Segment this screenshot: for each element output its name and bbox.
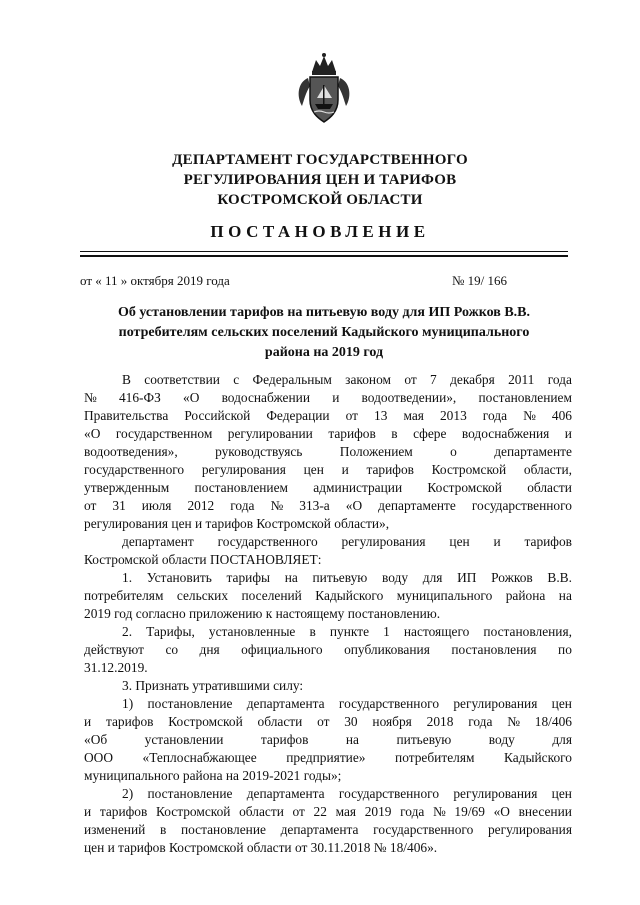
body-word: государственного	[373, 822, 474, 837]
body-word: соответствии	[144, 372, 220, 387]
body-word: области	[239, 804, 284, 819]
body-word: Российской	[184, 408, 251, 423]
body-word: июля	[141, 498, 172, 513]
body-word: для	[552, 732, 572, 747]
body-word: 2013	[439, 408, 467, 423]
body-word: №	[84, 390, 97, 405]
body-word: на	[284, 570, 298, 585]
body-word: 2018	[426, 714, 454, 729]
body-word: тарифов	[105, 714, 154, 729]
subject-line: потребителям сельских поселений Кадыйского муниципального	[118, 325, 530, 340]
body-word: на	[345, 732, 360, 747]
body-word: потребителям	[395, 750, 475, 765]
body-word: №	[507, 714, 520, 729]
body-word: постановления	[451, 642, 537, 657]
body-word: сельских	[176, 588, 229, 603]
body-word: водоотведения»,	[84, 444, 178, 459]
subject-line: района на 2019 год	[264, 345, 384, 360]
body-word: 19/69	[454, 804, 485, 819]
body-word: питьевую	[396, 732, 452, 747]
body-word: Федеральным	[252, 372, 332, 387]
body-word: питьевую	[312, 570, 368, 585]
body-word: Костромской	[427, 480, 502, 495]
body-line	[84, 443, 572, 461]
body-word: ноября	[372, 714, 412, 729]
body-word: 31	[112, 498, 126, 513]
body-line: цен и тарифов Костромской области от 30.11.2018 № 18/406».	[84, 840, 438, 855]
body-word: внесении	[518, 804, 572, 819]
body-word: государственном	[115, 426, 213, 441]
body-word: от	[84, 498, 97, 513]
body-word: воду	[488, 732, 515, 747]
body-word: в	[391, 426, 398, 441]
body-word: ООО	[84, 750, 114, 765]
body-word: Тарифы,	[146, 624, 195, 639]
body-word: тарифов	[328, 426, 376, 441]
body-word: 7	[430, 372, 437, 387]
body-word: области	[257, 714, 303, 729]
department-line: ДЕПАРТАМЕНТ ГОСУДАРСТВЕННОГО	[172, 152, 468, 168]
body-word: департаменте	[378, 498, 456, 513]
body-word: водоснабжения	[461, 426, 550, 441]
body-word: тарифов	[524, 534, 572, 549]
body-word: 416-ФЗ	[118, 390, 161, 405]
body-line	[84, 407, 572, 425]
body-line: Костромской области ПОСТАНОВЛЯЕТ:	[84, 552, 322, 567]
body-word: области,	[523, 462, 572, 477]
body-word: дня	[199, 642, 220, 657]
body-word: и	[332, 390, 340, 405]
body-word: тарифов	[366, 462, 414, 477]
body-word: государственного	[84, 462, 185, 477]
body-word: года	[230, 498, 255, 513]
body-word: с	[233, 372, 240, 387]
body-word: государственного	[338, 786, 440, 801]
body-line: 3. Признать утратившими силу:	[122, 678, 304, 693]
body-line: 31.12.2019.	[84, 660, 148, 675]
body-word: и	[341, 462, 349, 477]
body-word: цен	[551, 786, 572, 801]
body-word: от	[317, 714, 330, 729]
body-word: «Об	[84, 732, 108, 747]
body-line	[84, 803, 572, 821]
body-word: мая	[403, 408, 424, 423]
body-line	[84, 695, 572, 713]
body-line	[84, 641, 572, 659]
body-word: 22	[313, 804, 327, 819]
department-line: РЕГУЛИРОВАНИЯ ЦЕН И ТАРИФОВ	[183, 172, 457, 188]
body-word: области	[527, 480, 572, 495]
department-name	[120, 150, 520, 210]
body-word: регулирования	[487, 822, 572, 837]
body-word: законом	[345, 372, 392, 387]
body-word: тарифов	[99, 804, 148, 819]
title-divider	[80, 251, 568, 257]
body-word: 2019	[364, 804, 392, 819]
body-word: ИП	[457, 570, 477, 585]
body-line	[84, 749, 572, 767]
body-word: от	[345, 408, 358, 423]
body-word: постановлением	[478, 390, 572, 405]
body-word: Кадыйского	[504, 750, 572, 765]
body-word: Положением	[339, 444, 413, 459]
body-word: в	[159, 822, 167, 837]
body-word: пункте	[329, 624, 370, 639]
body-word: года	[482, 408, 508, 423]
body-word: и	[84, 714, 92, 729]
body-word: 2012	[187, 498, 215, 513]
body-word: департамента	[246, 696, 325, 711]
body-word: 2011	[508, 372, 535, 387]
body-word: департамента	[246, 786, 325, 801]
body-word: «Теплоснабжающее	[142, 750, 257, 765]
body-line	[84, 713, 572, 731]
body-word: и	[84, 804, 92, 819]
body-word: цен	[551, 696, 572, 711]
body-word: регулировании	[227, 426, 313, 441]
body-word: 18/406	[534, 714, 572, 729]
body-word: сфере	[413, 426, 447, 441]
body-word: государственного	[338, 696, 440, 711]
body-word: В	[122, 372, 131, 387]
body-word: Костромской	[431, 462, 507, 477]
body-word: о	[450, 444, 457, 459]
body-word: регулирования	[453, 786, 538, 801]
body-word: по	[558, 642, 572, 657]
body-word: года	[468, 714, 493, 729]
body-word: постановления,	[483, 624, 572, 639]
body-word: водоснабжении	[221, 390, 310, 405]
document-number: № 19/ 166	[452, 273, 508, 288]
body-word: официального	[241, 642, 323, 657]
body-line	[84, 731, 572, 749]
body-word: опубликования	[344, 642, 430, 657]
body-word: установлении	[144, 732, 224, 747]
department-line: КОСТРОМСКОЙ ОБЛАСТИ	[217, 192, 423, 208]
body-word: «О	[183, 390, 200, 405]
body-word: декабря	[450, 372, 495, 387]
body-word: №	[270, 498, 284, 513]
body-word: администрации	[313, 480, 403, 495]
document-subject	[96, 303, 552, 363]
body-word: от	[404, 372, 417, 387]
body-line: регулирования цен и тарифов Костромской области»,	[84, 516, 390, 531]
body-word: водоотведении»,	[361, 390, 457, 405]
body-word: тарифы	[226, 570, 271, 585]
document-date: от « 11 » октября 2019 года	[80, 273, 230, 288]
body-line	[84, 785, 572, 803]
body-word: департамента	[280, 822, 359, 837]
document-body	[84, 371, 572, 857]
body-word: потребителям	[84, 588, 164, 603]
body-word: Установить	[146, 570, 212, 585]
body-word: государственного	[471, 498, 572, 513]
body-word: поселений	[241, 588, 302, 603]
body-line	[84, 461, 572, 479]
body-word: постановление	[147, 786, 233, 801]
body-line	[84, 497, 572, 515]
body-word: мая	[335, 804, 357, 819]
coat-of-arms-icon	[294, 52, 354, 124]
body-word: 2)	[122, 786, 134, 801]
body-word: 13	[374, 408, 388, 423]
body-word: Костромской	[155, 804, 231, 819]
body-word: постановлением	[194, 480, 289, 495]
body-line: 2019 год согласно приложению к настоящему постановлению.	[84, 606, 441, 621]
body-word: В.В.	[547, 570, 572, 585]
body-word: постановление	[180, 822, 266, 837]
body-word: департаменте	[494, 444, 572, 459]
document-type: ПОСТАНОВЛЕНИЕ	[210, 222, 430, 241]
body-word: цен	[449, 534, 470, 549]
body-word: муниципального	[396, 588, 493, 603]
body-word: постановление	[147, 696, 233, 711]
body-word: района	[505, 588, 546, 603]
body-word: 1.	[122, 570, 133, 585]
body-word: «О	[493, 804, 510, 819]
body-word: руководствуясь	[215, 444, 303, 459]
body-line: муниципального района на 2019-2021 годы»;	[84, 768, 342, 783]
body-word: воду	[382, 570, 409, 585]
body-word: регулирования	[341, 534, 426, 549]
body-word: регулирования	[201, 462, 286, 477]
body-word: 30	[344, 714, 358, 729]
body-word: цен	[303, 462, 324, 477]
body-line	[84, 569, 572, 587]
body-word: «О	[345, 498, 363, 513]
body-word: регулирования	[453, 696, 538, 711]
body-line	[84, 821, 572, 839]
body-word: Правительства	[84, 408, 169, 423]
body-word: на	[558, 588, 572, 603]
body-word: предприятие»	[286, 750, 366, 765]
body-word: государственного	[217, 534, 318, 549]
body-line	[84, 371, 572, 389]
body-word: Кадыйского	[315, 588, 384, 603]
body-word: настоящего	[403, 624, 470, 639]
body-word: действуют	[84, 642, 144, 657]
body-word: для	[422, 570, 443, 585]
body-word: от	[292, 804, 305, 819]
body-line	[84, 623, 572, 641]
body-line	[84, 389, 572, 407]
body-word: утвержденным	[84, 480, 170, 495]
body-word: Федерации	[266, 408, 330, 423]
body-word: департамент	[122, 534, 194, 549]
body-word: 1	[383, 624, 390, 639]
body-word: 313-а	[299, 498, 330, 513]
body-word: установленные	[208, 624, 296, 639]
body-word: Костромской	[168, 714, 243, 729]
body-word: и	[564, 426, 572, 441]
body-word: со	[165, 642, 179, 657]
body-word: 2.	[122, 624, 133, 639]
body-line	[84, 533, 572, 551]
body-word: изменений	[84, 822, 146, 837]
body-word: года	[400, 804, 425, 819]
body-word: «О	[84, 426, 101, 441]
body-line	[84, 479, 572, 497]
body-word: и	[493, 534, 501, 549]
body-word: тарифов	[260, 732, 309, 747]
subject-line: Об установлении тарифов на питьевую воду для ИП Рожков В.В.	[117, 305, 531, 320]
body-line	[84, 587, 572, 605]
body-word: в	[309, 624, 316, 639]
body-line	[84, 425, 572, 443]
body-word: Рожков	[491, 570, 533, 585]
body-word: 406	[551, 408, 572, 423]
body-word: №	[523, 408, 536, 423]
body-word: года	[547, 372, 572, 387]
body-word: №	[433, 804, 446, 819]
body-word: 1)	[122, 696, 134, 711]
